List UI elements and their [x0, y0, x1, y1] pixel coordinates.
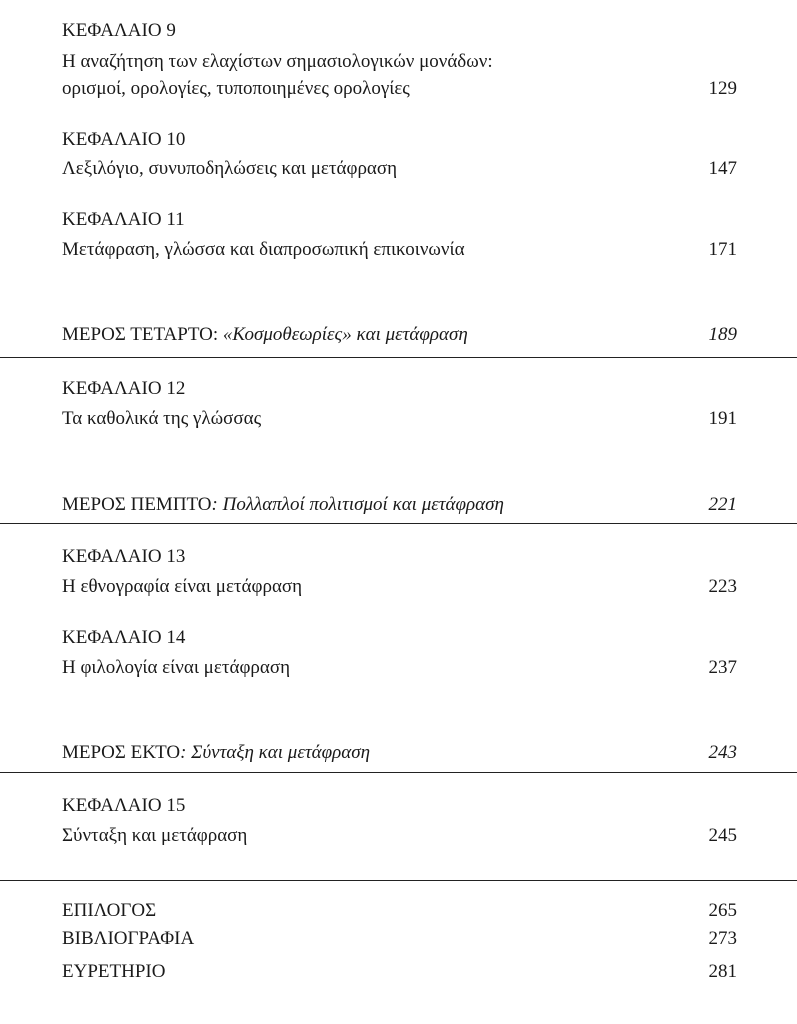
back-matter-label: ΒΙΒΛΙΟΓΡΑΦΙΑ	[62, 928, 195, 949]
chapter-label: ΚΕΦΑΛΑΙΟ 15	[62, 795, 186, 816]
page-number: 223	[708, 576, 737, 597]
page-number: 147	[708, 158, 737, 179]
chapter-title-line: Τα καθολικά της γλώσσας	[62, 408, 262, 429]
part-title: : Πολλαπλοί πολιτισμοί και μετάφραση	[211, 494, 504, 515]
page-number: 189	[708, 324, 737, 345]
page-number: 265	[708, 900, 737, 921]
part-label: ΜΕΡΟΣ ΠΕΜΠΤΟ	[62, 494, 212, 515]
chapter-label: ΚΕΦΑΛΑΙΟ 10	[62, 129, 186, 150]
page-number: 281	[708, 961, 737, 982]
chapter-title-line: Λεξιλόγιο, συνυποδηλώσεις και μετάφραση	[62, 158, 398, 179]
chapter-title-line: Μετάφραση, γλώσσα και διαπροσωπική επικοινωνία	[62, 239, 465, 260]
page-number: 221	[708, 494, 737, 515]
part-title: «Κοσμοθεωρίες» και μετάφραση	[222, 324, 468, 345]
section-divider	[0, 772, 797, 773]
page-number: 245	[708, 825, 737, 846]
page-number: 191	[708, 408, 737, 429]
page-number: 171	[708, 239, 737, 260]
page-number: 129	[708, 78, 737, 99]
chapter-label: ΚΕΦΑΛΑΙΟ 14	[62, 627, 186, 648]
chapter-title-line: Η εθνογραφία είναι μετάφραση	[62, 576, 303, 597]
back-matter-label: ΕΠΙΛΟΓΟΣ	[62, 900, 157, 921]
chapter-title-line: Σύνταξη και μετάφραση	[62, 825, 248, 846]
page-number: 243	[708, 742, 737, 763]
part-heading	[62, 324, 468, 346]
part-label: ΜΕΡΟΣ ΕΚΤΟ	[62, 742, 181, 763]
section-divider	[0, 880, 797, 881]
chapter-title-line: ορισμοί, ορολογίες, τυποποιημένες ορολογίες	[62, 78, 410, 99]
part-heading	[62, 742, 370, 764]
section-divider	[0, 523, 797, 524]
section-divider	[0, 357, 797, 358]
part-title: : Σύνταξη και μετάφραση	[180, 742, 371, 763]
page-number: 273	[708, 928, 737, 949]
chapter-title-line: Η φιλολογία είναι μετάφραση	[62, 657, 291, 678]
chapter-title-line: Η αναζήτηση των ελαχίστων σημασιολογικών μονάδων:	[62, 51, 493, 72]
chapter-label: ΚΕΦΑΛΑΙΟ 12	[62, 378, 186, 399]
page-number: 237	[708, 657, 737, 678]
part-label: ΜΕΡΟΣ ΤΕΤΑΡΤΟ:	[62, 324, 223, 345]
chapter-label: ΚΕΦΑΛΑΙΟ 11	[62, 209, 185, 230]
back-matter-label: ΕΥΡΕΤΗΡΙΟ	[62, 961, 166, 982]
chapter-label: ΚΕΦΑΛΑΙΟ 13	[62, 546, 186, 567]
chapter-label: ΚΕΦΑΛΑΙΟ 9	[62, 20, 176, 41]
part-heading	[62, 494, 504, 516]
